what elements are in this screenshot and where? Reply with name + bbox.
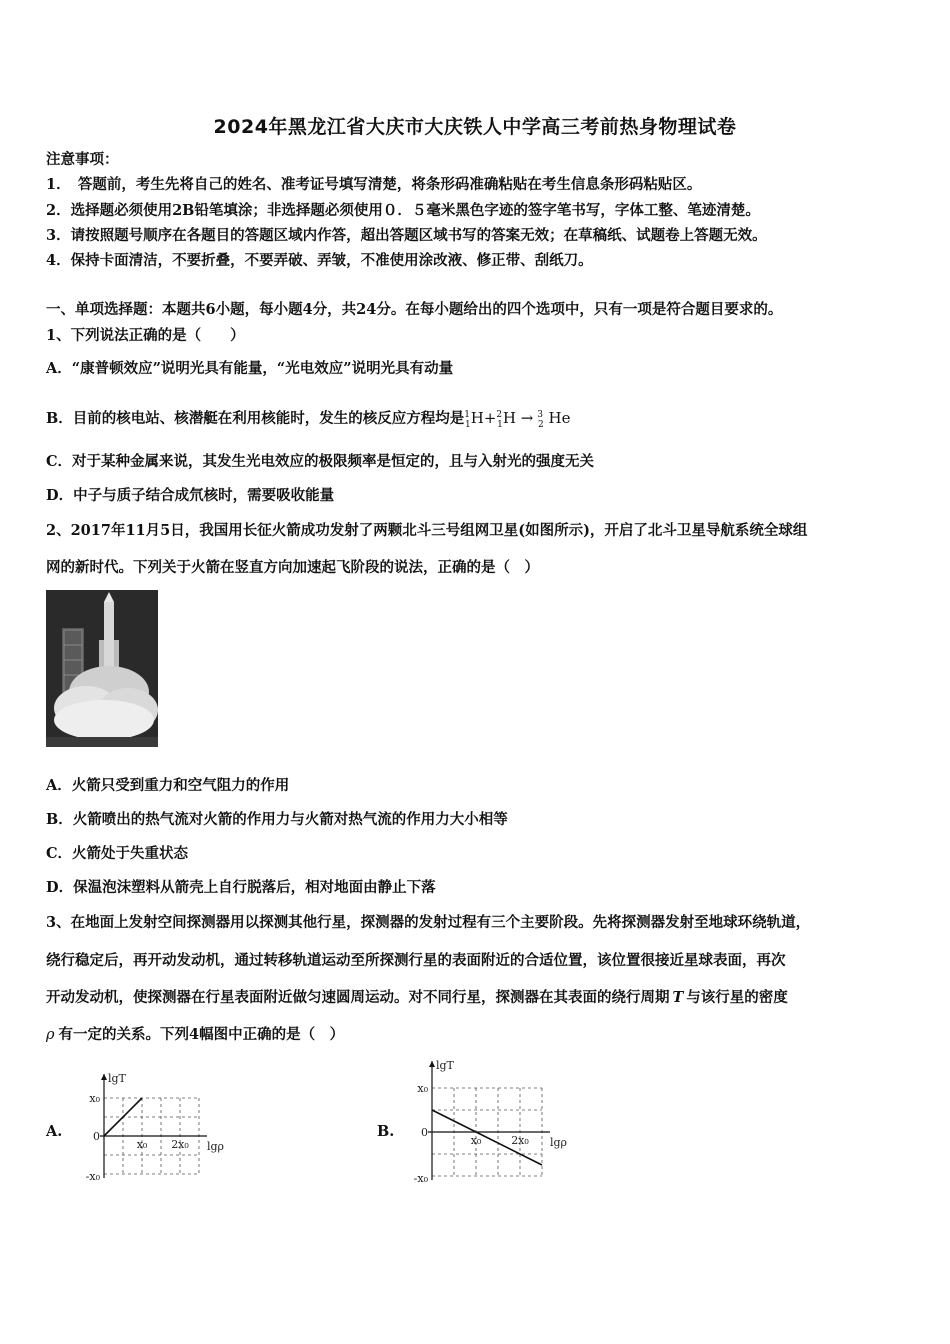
q1-option-d: D．中子与质子结合成氘核时，需要吸收能量 bbox=[46, 487, 335, 504]
q3-stem-line1: 3、在地面上发射空间探测器用以探测其他行星，探测器的发射过程有三个主要阶段。先将探测器发射至地球环绕轨道， bbox=[46, 914, 811, 931]
rocket-launch-photo bbox=[46, 590, 158, 747]
notice-item-4: 4．保持卡面清洁，不要折叠，不要弄破、弄皱，不准使用涂改液、修正带、刮纸刀。 bbox=[46, 252, 593, 269]
x-tick-2x0: 2x₀ bbox=[171, 1138, 189, 1151]
x-tick-x0: x₀ bbox=[136, 1138, 148, 1151]
q3-stem-line3: 开动发动机，使探测器在行星表面附近做匀速圆周运动。对不同行星，探测器在其表面的绕行周期 T 与该行星的密度 bbox=[46, 989, 788, 1006]
y-tick-x0: x₀ bbox=[417, 1082, 428, 1095]
rocket-launch-illustration bbox=[46, 590, 158, 747]
q1-option-b-text: B．目前的核电站、核潜艇在利用核能时，发生的核反应方程均是 bbox=[46, 410, 465, 427]
x-tick-2x0: 2x₀ bbox=[511, 1134, 529, 1147]
q3-stem-line2: 绕行稳定后，再开动发动机，通过转移轨道运动至所探测行星的表面附近的合适位置，该位置很接近星球表面，再次 bbox=[46, 952, 786, 969]
q3-option-a-label: A. bbox=[46, 1123, 63, 1140]
origin-label: 0 bbox=[421, 1126, 428, 1139]
q2-option-d: D．保温泡沫塑料从箭壳上自行脱落后，相对地面由静止下落 bbox=[46, 879, 436, 896]
y-axis-label: lgT bbox=[108, 1072, 126, 1085]
section-heading: 一、单项选择题：本题共6小题，每小题4分，共24分。在每小题给出的四个选项中，只有一项是符合题目要求的。 bbox=[46, 301, 783, 318]
q2-option-c: C．火箭处于失重状态 bbox=[46, 845, 189, 862]
q2-option-a: A．火箭只受到重力和空气阻力的作用 bbox=[46, 777, 290, 794]
q1-option-c: C．对于某种金属来说，其发生光电效应的极限频率是恒定的，且与入射光的强度无关 bbox=[46, 453, 595, 470]
q1-stem: 1、下列说法正确的是（ ） bbox=[46, 327, 245, 344]
period-symbol: T bbox=[672, 989, 684, 1006]
x-axis-label: lgρ bbox=[550, 1136, 568, 1149]
y-tick-neg-x0: -x₀ bbox=[85, 1170, 100, 1183]
y-axis-arrow bbox=[101, 1074, 107, 1080]
x-tick-x0: x₀ bbox=[470, 1134, 482, 1147]
graph-a bbox=[80, 1068, 240, 1188]
x-axis-label: lgρ bbox=[207, 1140, 225, 1153]
density-symbol: ρ bbox=[46, 1027, 55, 1043]
notice-item-2: 2．选择题必须使用2B铅笔填涂；非选择题必须使用０．５毫米黑色字迹的签字笔书写，字体工整、笔迹清楚。 bbox=[46, 202, 760, 219]
notice-item-1: 1． 答题前，考生先将自己的姓名、准考证号填写清楚，将条形码准确粘贴在考生信息条形码粘贴区。 bbox=[46, 176, 702, 193]
page-title: 2024年黑龙江省大庆市大庆铁人中学高三考前热身物理试卷 bbox=[213, 116, 737, 138]
q1-option-a: A．“康普顿效应”说明光具有能量，“光电效应”说明光具有动量 bbox=[46, 360, 454, 377]
nuclear-equation: $^1_1$H+$^2_1$H → $^3_2$ He bbox=[464, 409, 571, 430]
q2-stem-line1: 2、2017年11月5日，我国用长征火箭成功发射了两颗北斗三号组网卫星(如图所示)，开启了北斗卫星导航系统全球组 bbox=[46, 522, 808, 539]
y-axis-arrow bbox=[429, 1061, 435, 1067]
q1-option-b bbox=[46, 405, 570, 435]
y-axis-label: lgT bbox=[436, 1059, 454, 1072]
notice-item-3: 3．请按照题号顺序在各题目的答题区域内作答，超出答题区域书写的答案无效；在草稿纸、试题卷上答题无效。 bbox=[46, 227, 767, 244]
origin-label: 0 bbox=[93, 1130, 100, 1143]
graph-b bbox=[404, 1055, 584, 1190]
q3-option-b-label: B. bbox=[377, 1123, 395, 1140]
notice-heading: 注意事项： bbox=[46, 151, 119, 168]
q2-option-b: B．火箭喷出的热气流对火箭的作用力与火箭对热气流的作用力大小相等 bbox=[46, 811, 508, 828]
q3-stem-line4: ρ 有一定的关系。下列4幅图中正确的是（ ） bbox=[46, 1026, 345, 1043]
y-tick-neg-x0: -x₀ bbox=[413, 1172, 428, 1185]
q2-stem-line2: 网的新时代。下列关于火箭在竖直方向加速起飞阶段的说法，正确的是（ ） bbox=[46, 559, 539, 576]
y-tick-x0: x₀ bbox=[89, 1092, 100, 1105]
